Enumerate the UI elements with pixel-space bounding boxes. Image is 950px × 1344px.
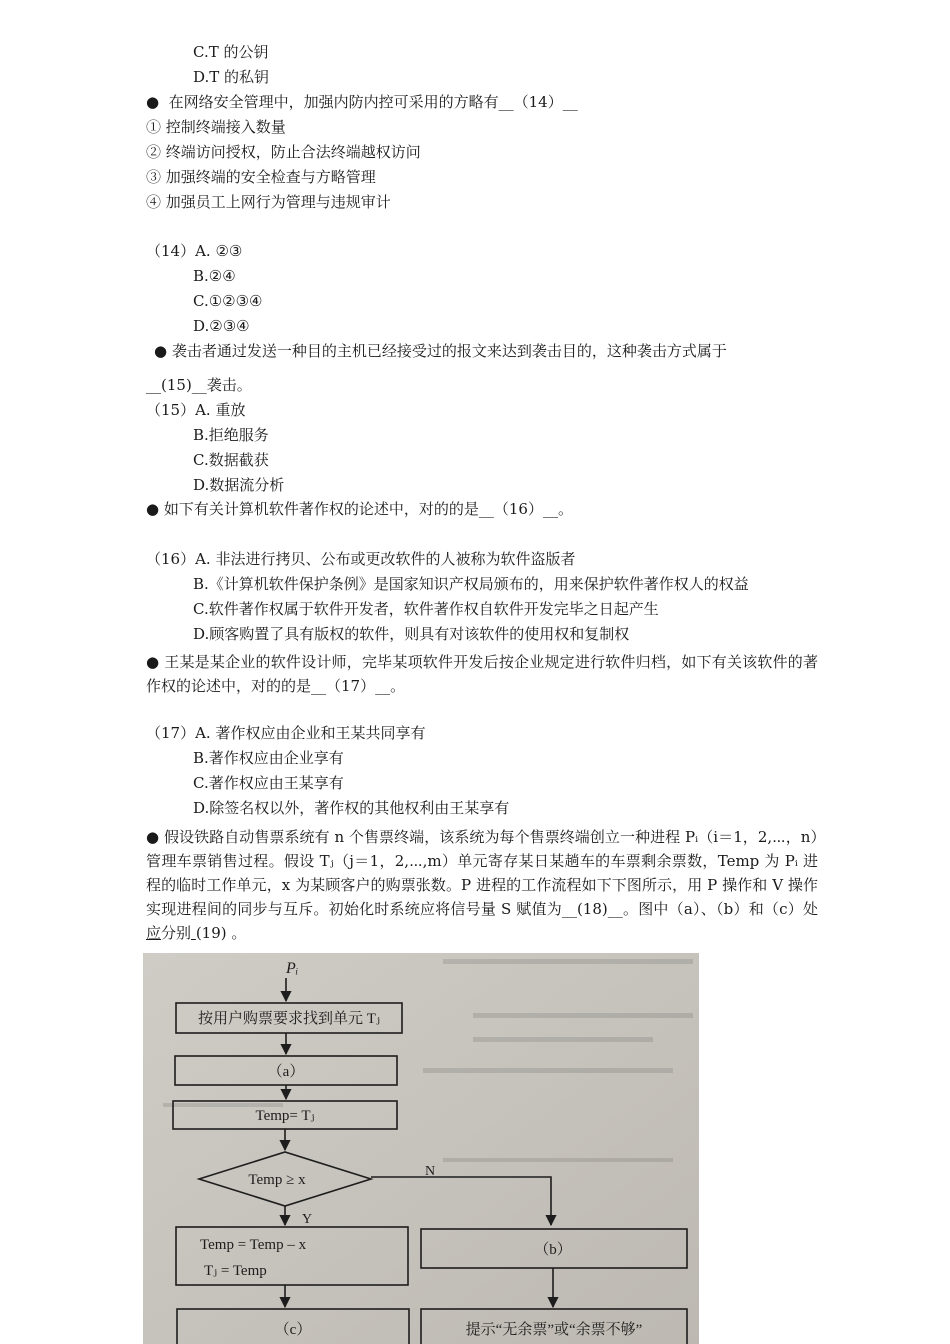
q16-option-d: D.顾客购置了具有版权的软件，则具有对该软件的使用权和复制权 — [193, 625, 630, 643]
q14-item-2: ② 终端访问授权，防止合法终端越权访问 — [146, 143, 421, 161]
q15-stem-line1: ● 袭击者通过发送一种目的主机已经接受过的报文来达到袭击目的，这种袭击方式属于 — [154, 342, 727, 360]
q16-stem: ● 如下有关计算机软件著作权的论述中，对的的是__（16）__。 — [146, 500, 573, 518]
q17-option-b: B.著作权应由企业享有 — [193, 749, 344, 767]
flowchart-figure — [143, 953, 699, 1344]
q14-option-d: D.②③④ — [193, 317, 250, 335]
flow-box-update-line2: Tⱼ = Temp — [204, 1263, 267, 1279]
flow-box-temp-label: Temp= Tⱼ — [255, 1108, 315, 1124]
q14-item-3: ③ 加强终端的安全检查与方略管理 — [146, 168, 376, 186]
q16-option-a: （16）A. 非法进行拷贝、公布或更改软件的人被称为软件盗版者 — [146, 550, 576, 568]
q17-option-d: D.除签名权以外，著作权的其他权利由王某享有 — [193, 799, 510, 817]
q18-stem-underline-1: 应 — [146, 924, 162, 942]
q14-option-b: B.②④ — [193, 267, 236, 285]
q14-stem — [146, 92, 578, 112]
q14-option-c: C.①②③④ — [193, 292, 263, 310]
q18-stem — [146, 825, 818, 945]
q13-option-c: C.T 的公钥 — [193, 43, 269, 61]
flow-label-no: N — [425, 1164, 436, 1179]
flow-box-a-label: （a） — [267, 1064, 305, 1080]
q15-option-d: D.数据流分析 — [193, 476, 285, 494]
q16-option-c: C.软件著作权属于软件开发者，软件著作权自软件开发完毕之日起产生 — [193, 600, 659, 618]
flow-decision-label: Temp ≥ x — [248, 1172, 306, 1188]
q14-item-1: ① 控制终端接入数量 — [146, 118, 286, 136]
q18-stem-mid: 分别 — [161, 924, 192, 942]
flow-start-label: Pᵢ — [286, 960, 299, 977]
bullet: ● — [146, 93, 160, 111]
q17-option-a: （17）A. 著作权应由企业和王某共同享有 — [146, 724, 426, 742]
q15-option-a: （15）A. 重放 — [146, 401, 246, 419]
q15-stem-line2: __(15)__袭击。 — [146, 376, 252, 394]
q15-option-b: B.拒绝服务 — [193, 426, 269, 444]
q18-stem-end: (19) 。 — [195, 924, 247, 942]
q13-option-d: D.T 的私钥 — [193, 68, 270, 86]
flow-box-update-line1: Temp = Temp – x — [200, 1237, 307, 1253]
flow-box-b-label: （b） — [534, 1242, 572, 1258]
flow-box-find-unit-label: 按用户购票要求找到单元 Tⱼ — [198, 1011, 380, 1027]
q16-option-b: B.《计算机软件保护条例》是国家知识产权局颁布的，用来保护软件著作权人的权益 — [193, 575, 749, 593]
flow-box-c-label: （c） — [274, 1322, 312, 1338]
q14-stem-text: 在网络安全管理中，加强内防内控可采用的方略有__（14）__ — [168, 93, 578, 111]
q14-item-4: ④ 加强员工上网行为管理与违规审计 — [146, 193, 391, 211]
q17-option-c: C.著作权应由王某享有 — [193, 774, 344, 792]
q15-option-c: C.数据截获 — [193, 451, 269, 469]
flow-box-message-label: 提示“无余票”或“余票不够” — [465, 1322, 643, 1338]
q18-stem-main: ● 假设铁路自动售票系统有 n 个售票终端，该系统为每个售票终端创立一种进程 Pᵢ（i＝1，2,⋯，n）管理车票销售过程。假设 Tⱼ（j＝1，2,⋯,m）单元寄存某日某趟车的车票剩余票数，Temp 为 Pᵢ 进程的临时工作单元，x 为某顾客户的购票张数。P 进程的工作流程如下下图所示，用 P 操作和 V 操作实现进程间的同步与互斥。初始化时系统应将信号量 S 赋值为__(18)__。图中（a）、（b）和（c）处 — [146, 828, 818, 918]
q14-option-a: （14）A. ②③ — [146, 242, 243, 260]
q17-stem: ● 王某是某企业的软件设计师，完毕某项软件开发后按企业规定进行软件归档，如下有关该软件的著作权的论述中，对的的是__（17）__。 — [146, 653, 818, 695]
flow-label-yes: Y — [302, 1212, 313, 1227]
